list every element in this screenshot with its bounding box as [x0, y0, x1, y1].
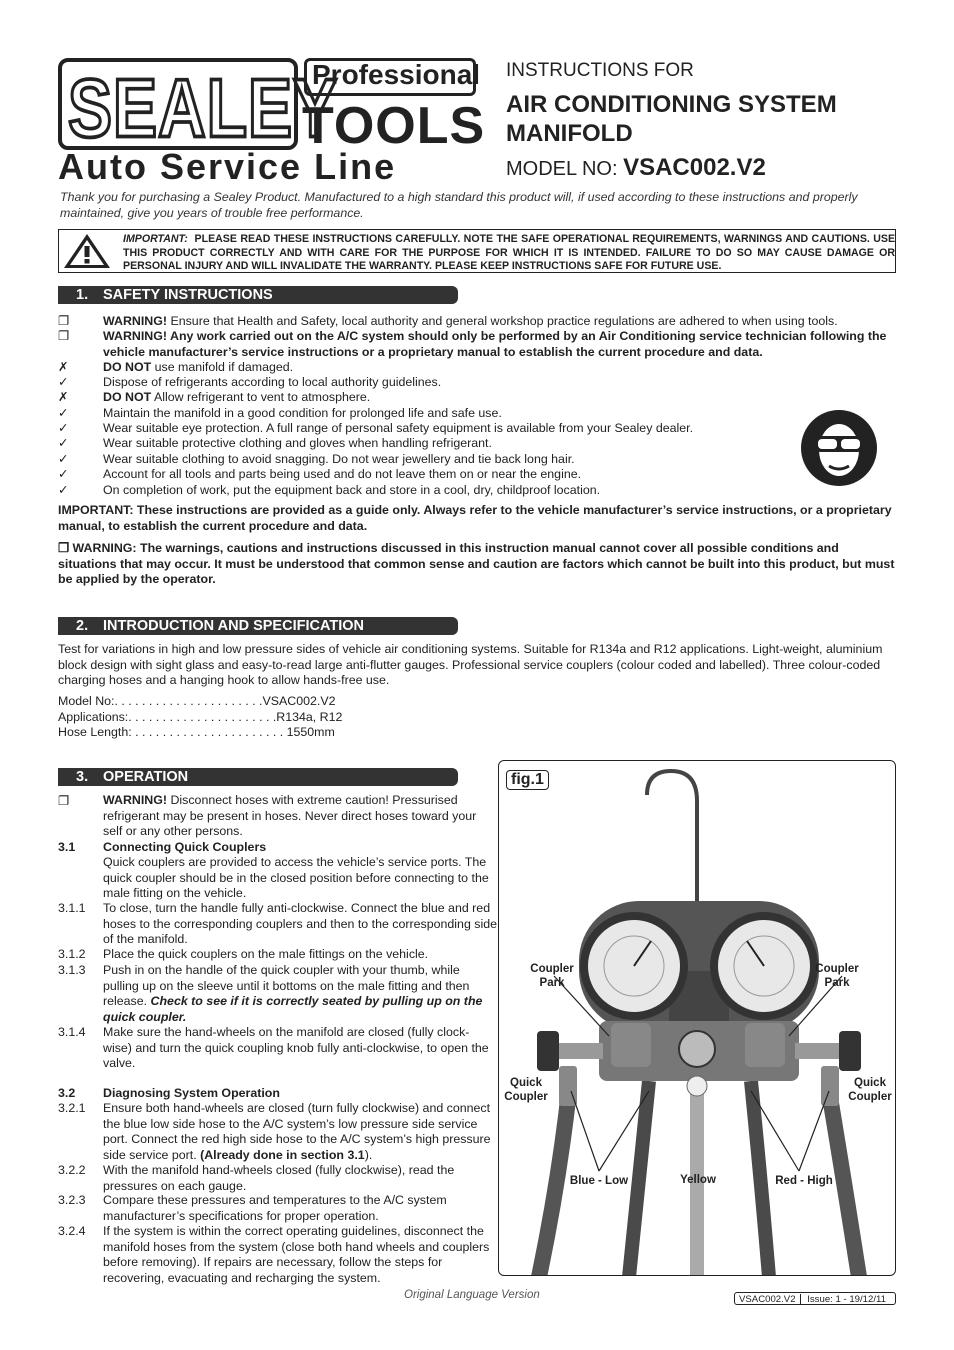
- safety-item-body: Account for all tools and parts being used and do not leave them on or near the engine.: [103, 467, 582, 481]
- coupler-park-left-label: Coupler Park: [530, 963, 574, 989]
- step-3-1-3: [103, 963, 498, 1025]
- step-3-2-1-text: Ensure both hand-wheels are closed (turn fully clockwise) and connect the blue low side hose to the A/C system’s low pressure side service port. Connect the red high side hose to the A/C system’s high pressure side service port.: [103, 1101, 491, 1162]
- step-3-1-4-number: 3.1.4: [58, 1025, 86, 1039]
- step-3-2-3-text: Compare these pressures and temperatures to the A/C system manufacturer’s specifications for proper operation.: [103, 1193, 447, 1223]
- warning-triangle-icon: [62, 232, 112, 270]
- step-3-2-3-number: 3.2.3: [58, 1193, 86, 1207]
- safety-item-text: [103, 406, 903, 422]
- important-text: PLEASE READ THESE INSTRUCTIONS CAREFULLY. NOTE THE SAFE OPERATIONAL REQUIREMENTS, WARNINGS AND CAUTIONS. USE THIS PRODUCT CORRECTLY AND WITH CARE FOR THE PURPOSE FOR WHICH IT IS INTENDED. FAILURE TO DO SO MAY CAUSE DAMAGE OR PERSONAL INJURY AND WILL INVALIDATE THE WARRANTY. PLEASE KEEP INSTRUCTIONS SAFE FOR FUTURE USE.: [123, 233, 896, 272]
- safety-item-bold: DO NOT: [103, 360, 152, 374]
- important-guide-note: IMPORTANT: These instructions are provided as a guide only. Always refer to the vehicle manufacturer’s service instructions, or a proprietary manual, to establish the current procedure and data.: [58, 503, 892, 533]
- safety-item-body: Maintain the manifold in a good condition for prolonged life and safe use.: [103, 406, 502, 420]
- step-3-2-1: [103, 1101, 498, 1163]
- footer-code-box: [734, 1292, 896, 1305]
- professional-text: Professional: [312, 59, 481, 90]
- safety-item: [58, 406, 502, 422]
- safety-item-bold: WARNING! Any work carried out on the A/C system should only be performed by an Air Conditioning service technician following the vehicle manufacturer’s service instructions or a proprietary manual to establish the current procedure and data.: [103, 329, 887, 359]
- tools-text: TOOLS: [302, 97, 486, 155]
- important-notice: [123, 233, 895, 274]
- model-value: VSAC002.V2: [623, 154, 766, 181]
- section-3-header: [58, 768, 458, 786]
- safety-item: [58, 436, 492, 452]
- safety-item-symbol: ❐: [58, 314, 70, 328]
- section-2-title: INTRODUCTION AND SPECIFICATION: [103, 618, 364, 634]
- step-3-1-title: Connecting Quick Couplers: [103, 840, 267, 854]
- safety-item: [58, 421, 694, 437]
- step-3-2-4-number: 3.2.4: [58, 1224, 86, 1238]
- safety-item-symbol: ✗: [58, 390, 69, 404]
- spec-model: Model No:. . . . . . . . . . . . . . . . . . . . . .VSAC002.V2: [58, 694, 336, 708]
- safety-item-body: Ensure that Health and Safety, local authority and general workshop practice regulations are adhered to when using tools.: [167, 314, 838, 328]
- manifold-illustration: [499, 761, 896, 1276]
- safety-item-text: [103, 467, 903, 483]
- safety-item: [58, 390, 371, 406]
- step-3-1-number: 3.1: [58, 840, 76, 854]
- safety-item-symbol: ✓: [58, 452, 69, 466]
- section-1-number: 1.: [76, 287, 89, 303]
- safety-item-text: [103, 390, 903, 406]
- safety-item-bold: WARNING!: [103, 314, 168, 328]
- safety-item: [58, 452, 575, 468]
- step-3-2-title: Diagnosing System Operation: [103, 1086, 280, 1100]
- safety-item-symbol: ✓: [58, 406, 69, 420]
- op-warning-label: WARNING!: [103, 793, 168, 807]
- safety-item-body: use manifold if damaged.: [151, 360, 294, 374]
- step-3-2-2-number: 3.2.2: [58, 1163, 86, 1177]
- safety-item-text: [103, 452, 903, 468]
- step-3-2-1-number: 3.2.1: [58, 1101, 86, 1115]
- model-label: MODEL NO:: [506, 158, 618, 180]
- safety-item-text: [103, 329, 903, 360]
- safety-item: [58, 375, 442, 391]
- safety-item-text: [103, 483, 903, 499]
- warning-note: ❐ WARNING: The warnings, cautions and instructions discussed in this instruction manual cannot cover all possible conditions and situations that may occur. It must be understood that common sense and caution are factors which cannot be built into this product, but must be applied by the operator.: [58, 541, 895, 586]
- safety-item-symbol: ✓: [58, 421, 69, 435]
- op-warning-symbol: ❐: [58, 794, 70, 808]
- step-3-2-2-text: With the manifold hand-wheels closed (fully clockwise), read the pressures on each gauge.: [103, 1163, 455, 1193]
- safety-item: [58, 483, 601, 499]
- safety-item: [58, 467, 582, 483]
- safety-item-symbol: ✓: [58, 436, 69, 450]
- sealey-logo: SEALEY: [68, 61, 339, 154]
- safety-item-body: Wear suitable protective clothing and gloves when handling refrigerant.: [103, 436, 492, 450]
- page-title: [506, 90, 837, 148]
- safety-item-text: [103, 314, 903, 330]
- section-1-title: SAFETY INSTRUCTIONS: [103, 287, 273, 303]
- section-2-header: [58, 617, 458, 635]
- coupler-park-right-label: Coupler Park: [815, 963, 859, 989]
- blue-low-label: Blue - Low: [569, 1175, 629, 1187]
- important-label: IMPORTANT:: [123, 233, 188, 245]
- safety-item: [58, 360, 294, 376]
- thank-you-text: Thank you for purchasing a Sealey Product. Manufactured to a high standard this product will, if used according to these instructions and properly maintained, give you years of trouble free performance.: [60, 190, 858, 220]
- footer-issue: Issue: 1 - 19/12/11: [807, 1294, 886, 1305]
- safety-item-symbol: ✗: [58, 360, 69, 374]
- yellow-label: Yellow: [680, 1174, 716, 1186]
- step-3-1-3-text: Push in on the handle of the quick coupler with your thumb, while pulling up on the sleeve until it bottoms on the male fitting and then release.: [103, 963, 470, 1008]
- safety-item-body: Wear suitable eye protection. A full range of personal safety equipment is available from your Sealey dealer.: [103, 421, 694, 435]
- footer-language: Original Language Version: [404, 1289, 540, 1301]
- spec-applications: Applications:. . . . . . . . . . . . . . . . . . . . . .R134a, R12: [58, 710, 343, 724]
- op-warning: [103, 793, 498, 840]
- intro-text: Test for variations in high and low pressure sides of vehicle air conditioning systems. Suitable for R134a and R12 applications. Light-weight, aluminium block design with sight glass and easy-to-read large anti-flutter gauges. Professional service couplers (colour coded and labelled). Three colour-coded charging hoses and a hanging hook to allow hands-free use.: [58, 642, 883, 687]
- quick-coupler-right-label: Quick Coupler: [848, 1077, 892, 1103]
- step-3-1-2-number: 3.1.2: [58, 947, 86, 961]
- safety-item-text: [103, 421, 903, 437]
- step-3-2-1-bold: (Already done in section 3.1: [200, 1147, 365, 1162]
- safety-item-body: Dispose of refrigerants according to local authority guidelines.: [103, 375, 442, 389]
- model-number: [506, 154, 766, 182]
- instructions-for: INSTRUCTIONS FOR: [506, 60, 694, 81]
- safety-item-symbol: ✓: [58, 467, 69, 481]
- step-3-2-1-end: ).: [364, 1147, 373, 1162]
- footer-code: VSAC002.V2: [735, 1294, 801, 1305]
- safety-item: [58, 329, 887, 359]
- figure-1: [498, 760, 896, 1276]
- section-2-number: 2.: [76, 618, 89, 634]
- step-3-1-1-number: 3.1.1: [58, 901, 86, 915]
- step-3-1-3-number: 3.1.3: [58, 963, 86, 977]
- spec-hose-length: Hose Length: . . . . . . . . . . . . . . . . . . . . . . 1550mm: [58, 725, 335, 739]
- safety-item-symbol: ✓: [58, 375, 69, 389]
- section-1-header: [58, 286, 458, 304]
- safety-item-body: Wear suitable clothing to avoid snagging. Do not wear jewellery and tie back long hair.: [103, 452, 575, 466]
- safety-item-text: [103, 375, 903, 391]
- quick-coupler-left-label: Quick Coupler: [504, 1077, 548, 1103]
- figure-label: fig.1: [506, 770, 549, 790]
- safety-item-text: [103, 360, 903, 376]
- step-3-1-2-text: Place the quick couplers on the male fittings on the vehicle.: [103, 947, 429, 961]
- safety-item-symbol: ❐: [58, 329, 70, 343]
- step-3-1-4-text: Make sure the hand-wheels on the manifold are closed (fully clock-wise) and turn the quick coupling knob fully anti-clockwise, to open the valve.: [103, 1025, 489, 1070]
- step-3-1-1-text: To close, turn the handle fully anti-clockwise. Connect the blue and red hoses to the corresponding couplers and then to the corresponding side of the manifold.: [103, 901, 498, 946]
- safety-item-body: Allow refrigerant to vent to atmosphere.: [151, 390, 371, 404]
- red-high-label: Red - High: [775, 1175, 833, 1187]
- safety-item-body: On completion of work, put the equipment back and store in a cool, dry, childproof location.: [103, 483, 601, 497]
- title-line-1: AIR CONDITIONING SYSTEM: [506, 91, 837, 118]
- step-3-2-4-text: If the system is within the correct operating guidelines, disconnect the manifold hoses from the system (close both hand wheels and couplers before removing). If repairs are necessary, follow the steps for recovering, evacuating and recharging the system.: [103, 1224, 490, 1285]
- op-warning-text: Disconnect hoses with extreme caution! Pressurised refrigerant may be present in hoses. Never direct hoses toward your self or any other persons.: [103, 793, 477, 838]
- auto-service-line: Auto Service Line: [58, 146, 397, 187]
- step-3-1-3-bold: Check to see if it is correctly seated by pulling up on the quick coupler.: [103, 994, 483, 1024]
- safety-item-symbol: ✓: [58, 483, 69, 497]
- step-3-1-text: Quick couplers are provided to access the vehicle’s service ports. The quick coupler should be in the closed position before connecting to the male fitting on the vehicle.: [103, 855, 489, 900]
- safety-item-bold: DO NOT: [103, 390, 152, 404]
- safety-item: [58, 314, 838, 330]
- title-line-2: MANIFOLD: [506, 120, 633, 147]
- eye-protection-icon: [801, 410, 877, 486]
- step-3-2-number: 3.2: [58, 1086, 76, 1100]
- section-3-title: OPERATION: [103, 769, 189, 785]
- section-3-number: 3.: [76, 769, 89, 785]
- safety-item-text: [103, 436, 903, 452]
